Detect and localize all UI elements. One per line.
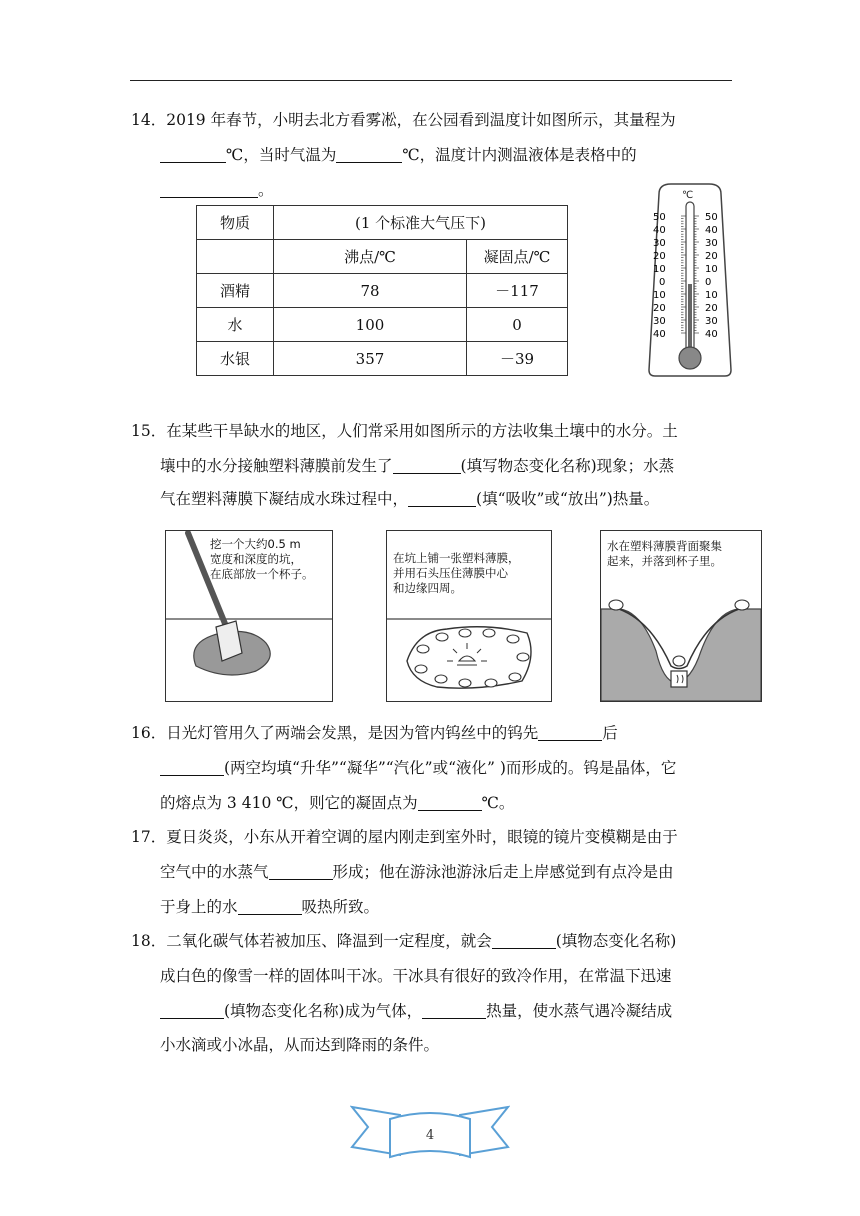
table-row: [197, 342, 568, 376]
stone-center: [673, 656, 685, 666]
answer-blank[interactable]: [492, 932, 556, 949]
scale-label: 20: [653, 251, 666, 262]
scale-label: 40: [705, 329, 718, 340]
answer-blank[interactable]: [160, 759, 224, 776]
substance-table: [196, 205, 568, 376]
scale-label: 40: [653, 329, 666, 340]
q17-line3: 于身上的水 吸热所致。: [160, 898, 380, 916]
answer-blank[interactable]: [336, 146, 402, 163]
scale-label: 40: [705, 225, 718, 236]
cell-boiling: 100: [274, 308, 467, 342]
scale-label: 30: [653, 316, 666, 327]
panel-caption: 挖一个大约0.5 m 宽度和深度的坑， 在底部放一个杯子。: [210, 537, 314, 581]
scale-label: 10: [653, 290, 666, 301]
thermometer-liquid: [688, 284, 692, 352]
scale-label: 20: [705, 303, 718, 314]
header-rule: [130, 80, 732, 81]
scale-label: 20: [705, 251, 718, 262]
scale-label: 30: [653, 238, 666, 249]
scale-label: 50: [653, 212, 666, 223]
cup: [671, 671, 687, 687]
table-row: [197, 308, 568, 342]
answer-blank[interactable]: [408, 490, 476, 507]
cell-freezing: 0: [467, 308, 568, 342]
scale-label: 10: [653, 264, 666, 275]
scale-label: 40: [653, 225, 666, 236]
q18-line4: 小水滴或小冰晶，从而达到降雨的条件。: [160, 1036, 440, 1054]
table-header-freezing: 凝固点/℃: [467, 240, 568, 274]
q16-line1: 16．日光灯管用久了两端会发黑，是因为管内钨丝中的钨先 后: [131, 724, 618, 742]
stone-left: [609, 600, 623, 610]
q18-line3: (填物态变化名称)成为气体， 热量，使水蒸气遇冷凝结成: [160, 1000, 672, 1022]
panel-collect-water: [600, 530, 762, 702]
table-header-material: 物质: [197, 206, 274, 240]
q16-line3: 的熔点为 3 410 ℃，则它的凝固点为 ℃。: [160, 794, 515, 812]
scale-label: 10: [705, 290, 718, 301]
q15-line3: 气在塑料薄膜下凝结成水珠过程中， (填“吸收”或“放出”)热量。: [160, 490, 660, 508]
stone-right: [735, 600, 749, 610]
scale-label: 30: [705, 316, 718, 327]
answer-blank[interactable]: [422, 1002, 486, 1019]
q17-line2: 空气中的水蒸气 形成；他在游泳池游泳后走上岸感觉到有点冷是由: [160, 863, 674, 881]
cell-name: 水银: [197, 342, 274, 376]
panel-caption: 水在塑料薄膜背面聚集 起来，并落到杯子里。: [607, 539, 722, 568]
table-header-boiling: 沸点/℃: [274, 240, 467, 274]
cell-freezing: －117: [467, 274, 568, 308]
q16-line2: (两空均填“升华”“凝华”“汽化”或“液化” )而形成的。钨是晶体，它: [160, 757, 676, 779]
cell-boiling: 78: [274, 274, 467, 308]
scale-label: 30: [705, 238, 718, 249]
cell-name: 酒精: [197, 274, 274, 308]
q15-line1: 15．在某些干旱缺水的地区，人们常采用如图所示的方法收集土壤中的水分。土: [131, 422, 678, 440]
answer-blank[interactable]: [238, 898, 302, 915]
scale-label: 50: [705, 212, 718, 223]
answer-blank[interactable]: [160, 181, 258, 198]
table-empty-cell: [197, 240, 274, 274]
table-header-condition: (1 个标准大气压下): [274, 206, 568, 240]
panel-caption: 在坑上铺一张塑料薄膜， 并用石头压住薄膜中心 和边缘四周。: [393, 551, 520, 595]
panel-plastic-sheet: [386, 530, 552, 702]
q18-line2: 成白色的像雪一样的固体叫干冰。干冰具有很好的致冷作用，在常温下迅速: [160, 967, 672, 985]
answer-blank[interactable]: [538, 724, 602, 741]
page-number: 4: [425, 1128, 435, 1143]
cell-boiling: 357: [274, 342, 467, 376]
answer-blank[interactable]: [393, 457, 461, 474]
answer-blank[interactable]: [160, 1002, 224, 1019]
thermometer-figure: [645, 180, 735, 380]
scale-label: 10: [705, 264, 718, 275]
q14-line3: 。: [160, 179, 274, 201]
scale-label: 0: [705, 277, 712, 288]
panel-dig-pit: [165, 530, 333, 702]
q18-line1: 18．二氧化碳气体若被加压、降温到一定程度，就会 (填物态变化名称): [131, 932, 677, 950]
answer-blank[interactable]: [418, 794, 482, 811]
q14-line2: ℃，当时气温为 ℃，温度计内测温液体是表格中的: [160, 144, 637, 166]
cell-freezing: －39: [467, 342, 568, 376]
table-row: [197, 274, 568, 308]
scale-label: 20: [653, 303, 666, 314]
q15-line2: 壤中的水分接触塑料薄膜前发生了 (填写物态变化名称)现象；水蒸: [160, 457, 675, 475]
q14-line1: 14．2019 年春节，小明去北方看雾凇，在公园看到温度计如图所示，其量程为: [131, 111, 676, 129]
thermometer-bulb: [679, 347, 701, 369]
answer-blank[interactable]: [269, 863, 333, 880]
cell-name: 水: [197, 308, 274, 342]
scale-label: 0: [659, 277, 666, 288]
q17-line1: 17．夏日炎炎，小东从开着空调的屋内刚走到室外时，眼镜的镜片变模糊是由于: [131, 828, 678, 846]
answer-blank[interactable]: [160, 146, 226, 163]
unit-label: ℃: [682, 190, 694, 201]
